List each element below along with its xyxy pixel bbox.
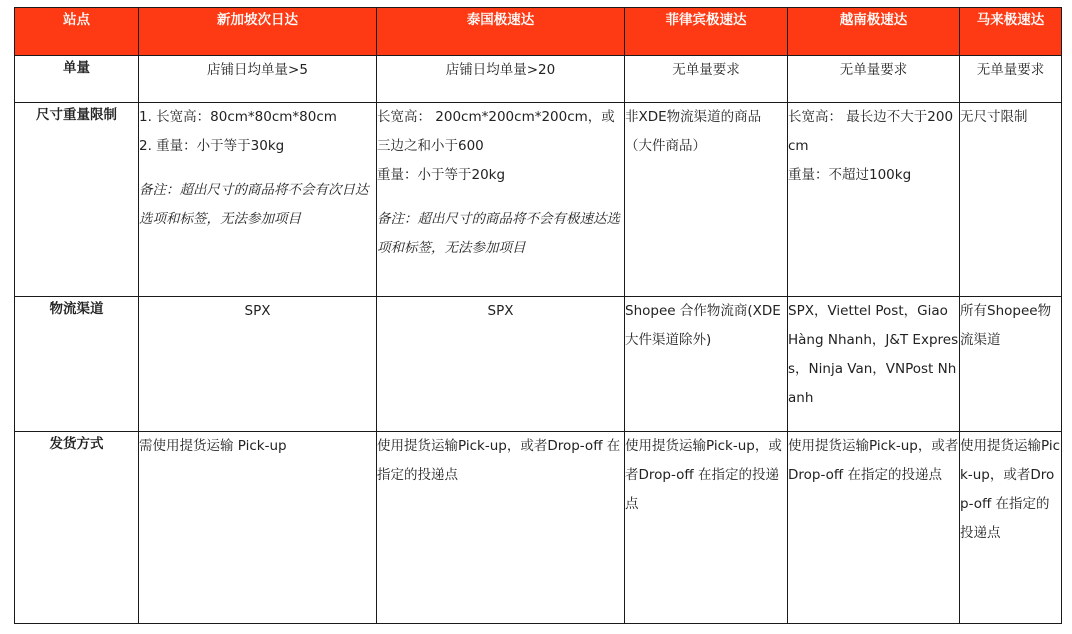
table-cell: Shopee 合作物流商(XDE 大件渠道除外) — [625, 297, 788, 432]
table-cell: 使用提货运输Pick-up，或者Drop-off 在指定的投递点 — [960, 432, 1062, 624]
table-cell — [139, 103, 377, 297]
header-site: 站点 — [15, 8, 139, 56]
header-philippines: 菲律宾极速达 — [625, 8, 788, 56]
table-cell: 使用提货运输Pick-up，或者Drop-off 在指定的投递点 — [788, 432, 960, 624]
table-cell: 店铺日均单量>5 — [139, 56, 377, 103]
header-malaysia: 马来极速达 — [960, 8, 1062, 56]
logistics-comparison-table — [14, 7, 1062, 624]
table-row-logistics-channel — [15, 297, 1062, 432]
cell-line: 重量：小于等于20kg — [377, 167, 506, 183]
table-cell: 使用提货运输Pick-up，或者Drop-off 在指定的投递点 — [625, 432, 788, 624]
row-label: 物流渠道 — [15, 297, 139, 432]
table-cell: 无单量要求 — [625, 56, 788, 103]
cell-line: 1. 长宽高：80cm*80cm*80cm — [139, 109, 337, 125]
table-cell: 店铺日均单量>20 — [377, 56, 625, 103]
cell-line: 非XDE物流渠道的商品（大件商品） — [625, 109, 762, 154]
cell-note: 备注：超出尺寸的商品将不会有极速达选项和标签，无法参加项目 — [377, 211, 620, 256]
cell-note: 备注：超出尺寸的商品将不会有次日达选项和标签，无法参加项目 — [139, 182, 369, 227]
table-cell — [377, 103, 625, 297]
table-cell: 需使用提货运输 Pick-up — [139, 432, 377, 624]
table-cell: 所有Shopee物流渠道 — [960, 297, 1062, 432]
cell-line: 无尺寸限制 — [960, 109, 1028, 125]
table-cell: SPX，Viettel Post，Giao Hàng Nhanh，J&T Express，Ninja Van，VNPost Nhanh — [788, 297, 960, 432]
header-vietnam: 越南极速达 — [788, 8, 960, 56]
table-cell: 使用提货运输Pick-up，或者Drop-off 在指定的投递点 — [377, 432, 625, 624]
table-row-size-weight — [15, 103, 1062, 297]
table-row-shipping-method — [15, 432, 1062, 624]
table-cell — [960, 103, 1062, 297]
table-row-order-volume — [15, 56, 1062, 103]
row-label: 发货方式 — [15, 432, 139, 624]
table-cell: 无单量要求 — [960, 56, 1062, 103]
header-thailand: 泰国极速达 — [377, 8, 625, 56]
table-cell: 无单量要求 — [788, 56, 960, 103]
cell-line: 重量：不超过100kg — [788, 167, 912, 183]
header-singapore: 新加坡次日达 — [139, 8, 377, 56]
row-label: 单量 — [15, 56, 139, 103]
cell-line: 2. 重量：小于等于30kg — [139, 138, 285, 154]
table-cell: SPX — [377, 297, 625, 432]
table-header-row — [15, 8, 1062, 56]
table-cell: SPX — [139, 297, 377, 432]
table-cell — [788, 103, 960, 297]
cell-line: 长宽高： 最长边不大于200cm — [788, 109, 954, 154]
row-label: 尺寸重量限制 — [15, 103, 139, 297]
table-cell — [625, 103, 788, 297]
cell-line: 长宽高： 200cm*200cm*200cm，或三边之和小于600 — [377, 109, 615, 154]
